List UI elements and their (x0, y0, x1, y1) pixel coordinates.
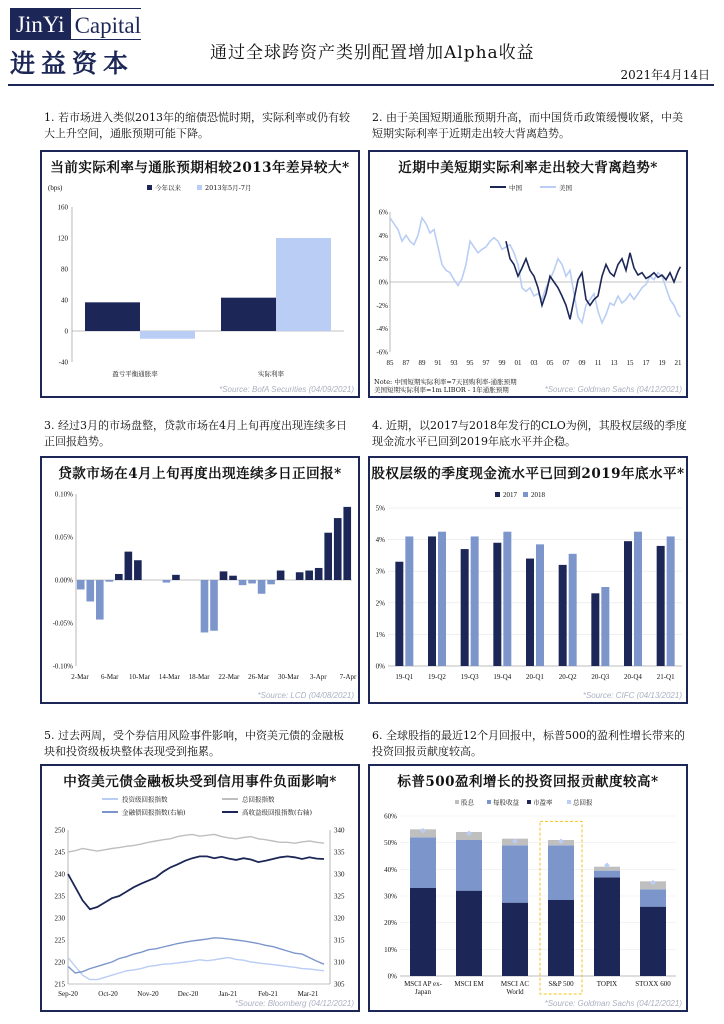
legend-swatch (567, 800, 571, 804)
legend-label: 金融债回报指数(右轴) (122, 808, 186, 817)
bar-2017 (624, 541, 632, 666)
bar-2017 (428, 536, 436, 666)
bar-2017 (493, 543, 501, 666)
y-tick-label: 2% (375, 599, 385, 608)
daily-return-bar (239, 580, 247, 585)
x-category-label: S&P 500 (548, 980, 574, 988)
chart-source: *Source: Goldman Sachs (04/12/2021) (544, 385, 682, 394)
legend-label: 股息 (461, 798, 474, 807)
y-tick-label: 4% (378, 231, 388, 240)
x-category-label: 20-Q2 (558, 673, 577, 681)
bar-2018 (536, 544, 544, 666)
caption-3: 3. 经过3月的市场盘整，贷款市场在4月上旬再度出现连续多日正回报趋势。 (44, 419, 347, 448)
stack-市盈率 (410, 888, 436, 976)
chart-2-svg (370, 152, 686, 396)
caption-6: 6. 全球股指的最近12个月回报中，标普500的盈利性增长带来的投资回报贡献度较高。 (372, 729, 685, 758)
bar-今年以来 (85, 302, 140, 331)
y-tick-label: 10% (384, 945, 397, 954)
series-line-美国 (390, 218, 680, 323)
x-tick-label: 30-Mar (277, 673, 299, 681)
legend-swatch (523, 492, 528, 497)
x-tick-label: Feb-21 (258, 990, 278, 998)
bar-2018 (438, 532, 446, 666)
y-tick-label: 30% (384, 892, 397, 901)
y-tick-label: -0.10% (52, 662, 73, 671)
chart-source: *Source: Bloomberg (04/12/2021) (234, 999, 354, 1008)
y-tick-label: 60% (384, 812, 397, 821)
daily-return-bar (248, 580, 256, 583)
x-tick-label: 15 (626, 359, 634, 367)
x-tick-label: 3-Apr (309, 673, 327, 681)
stack-每股收益 (410, 837, 436, 888)
daily-return-bar (277, 571, 285, 580)
legend-label: 总回报 (573, 798, 593, 807)
x-category-label: Japan (415, 988, 431, 996)
daily-return-bar (172, 575, 180, 580)
logo-english (10, 8, 141, 40)
stack-每股收益 (548, 845, 574, 900)
x-category-label: 20-Q3 (591, 673, 610, 681)
stack-市盈率 (502, 903, 528, 976)
y-right-tick-label: 330 (334, 870, 345, 879)
x-tick-label: Sep-20 (58, 990, 78, 998)
x-tick-label: 10-Mar (129, 673, 151, 681)
chart-panel-3 (40, 456, 360, 704)
x-tick-label: 97 (482, 359, 490, 367)
daily-return-bar (229, 576, 237, 580)
y-tick-label: 0 (64, 327, 68, 336)
x-tick-label: Nov-20 (137, 990, 159, 998)
chart-title: 中资美元债金融板块受到信用事件负面影响* (63, 774, 337, 790)
x-category-label: 19-Q3 (460, 673, 479, 681)
daily-return-bar (343, 507, 351, 580)
x-category-label: 20-Q1 (526, 673, 544, 681)
y-tick-label: 80 (61, 265, 68, 274)
bar-今年以来 (221, 298, 276, 331)
daily-return-bar (77, 580, 85, 589)
x-tick-label: 26-Mar (248, 673, 270, 681)
daily-return-bar (258, 580, 266, 594)
x-tick-label: 7-Apr (339, 673, 357, 681)
chart-panel-6 (368, 764, 688, 1012)
bar-2018 (667, 536, 675, 666)
y-right-tick-label: 335 (334, 848, 345, 857)
stack-每股收益 (640, 889, 666, 906)
x-category-label: 20-Q4 (624, 673, 642, 681)
y-tick-label: 0.00% (54, 576, 73, 585)
x-category-label: 盈亏平衡通胀率 (112, 370, 158, 378)
x-tick-label: 01 (514, 359, 522, 367)
x-tick-label: 18-Mar (188, 673, 210, 681)
bar-2018 (601, 587, 609, 666)
chart-1-svg (42, 152, 358, 396)
y-tick-label: -2% (376, 301, 388, 310)
logo-jinyi: JinYi (10, 8, 71, 40)
y-axis-unit: (bps) (48, 184, 63, 192)
daily-return-bar (305, 571, 313, 580)
daily-return-bar (334, 518, 342, 580)
daily-return-bar (324, 533, 332, 580)
document-date: 2021年4月14日 (620, 68, 710, 82)
y-left-tick-label: 250 (54, 826, 65, 835)
x-category-label: 19-Q1 (395, 673, 414, 681)
legend-label: 投资级回报指数 (122, 795, 168, 804)
bar-2018 (405, 536, 413, 666)
x-category-label: 21-Q1 (656, 673, 675, 681)
note-line-2: 美国短期实际利率=1m LIBOR - 1年通胀预期 (374, 386, 509, 394)
y-tick-label: 1% (375, 630, 385, 639)
stack-每股收益 (456, 840, 482, 891)
bar-2018 (471, 536, 479, 666)
stack-每股收益 (502, 845, 528, 902)
bar-2017 (559, 565, 567, 666)
y-left-tick-label: 235 (54, 892, 65, 901)
x-category-label: TOPIX (596, 980, 618, 988)
chart-note (374, 378, 517, 394)
x-tick-label: 85 (386, 359, 394, 367)
x-tick-label: 22-Mar (218, 673, 240, 681)
y-tick-label: 0% (387, 972, 397, 981)
series-line (68, 856, 324, 909)
daily-return-bar (163, 580, 171, 583)
chart-title: 贷款市场在4月上旬再度出现连续多日正回报* (58, 466, 342, 482)
legend-label: 美国 (559, 184, 572, 192)
legend-label: 总回报指数 (242, 795, 275, 804)
x-category-label: 19-Q4 (493, 673, 512, 681)
x-category-label: MSCI AC (500, 980, 530, 988)
y-tick-label: -6% (376, 348, 388, 357)
y-tick-label: 5% (375, 504, 385, 513)
y-tick-label: -0.05% (52, 619, 73, 628)
x-tick-label: 87 (402, 359, 410, 367)
x-tick-label: 13 (610, 359, 618, 367)
x-tick-label: 2-Mar (71, 673, 89, 681)
y-left-tick-label: 230 (54, 914, 65, 923)
bar-2017 (526, 559, 534, 666)
chart-6-svg (370, 766, 686, 1010)
stack-市盈率 (640, 907, 666, 976)
legend-label: 每股收益 (493, 798, 519, 807)
x-tick-label: 11 (594, 359, 602, 367)
y-right-tick-label: 320 (334, 914, 345, 923)
x-tick-label: Oct-20 (98, 990, 118, 998)
chart-panel-5 (40, 764, 360, 1012)
daily-return-bar (115, 574, 123, 580)
bar-2018 (634, 532, 642, 666)
bar-2017 (657, 546, 665, 666)
x-category-label: World (506, 988, 524, 996)
bar-2018 (569, 554, 577, 666)
y-left-tick-label: 245 (54, 848, 65, 857)
y-left-tick-label: 240 (54, 870, 65, 879)
y-tick-label: 50% (384, 839, 397, 848)
legend-swatch (197, 185, 202, 190)
daily-return-bar (296, 572, 304, 580)
caption-5: 5. 过去两周，受个券信用风险事件影响，中资美元债的金融板块和投资级板块整体表现受到拖累。 (44, 729, 344, 758)
daily-return-bar (210, 580, 218, 631)
legend-swatch (487, 800, 491, 804)
legend-label: 2018 (531, 491, 545, 499)
x-tick-label: 6-Mar (101, 673, 119, 681)
x-tick-label: 95 (466, 359, 474, 367)
document-title: 通过全球跨资产类别配置增加Alpha收益 (210, 43, 535, 63)
x-tick-label: 05 (546, 359, 554, 367)
x-tick-label: 99 (498, 359, 506, 367)
chart-source: *Source: CIFC (04/13/2021) (582, 691, 682, 700)
daily-return-bar (220, 571, 228, 580)
series-line (68, 958, 324, 980)
y-tick-label: 40 (61, 296, 68, 305)
y-tick-label: 120 (57, 234, 68, 243)
legend-swatch (147, 185, 152, 190)
y-right-tick-label: 325 (334, 892, 345, 901)
chart-panel-1 (40, 150, 360, 398)
series-line (68, 938, 324, 973)
y-tick-label: 3% (375, 567, 385, 576)
chart-title: 当前实际利率与通胀预期相较2013年差异较大* (50, 160, 350, 176)
x-category-label: MSCI EM (454, 980, 484, 988)
legend-swatch (455, 800, 459, 804)
y-tick-label: 0.10% (54, 490, 73, 499)
daily-return-bar (106, 580, 114, 582)
legend-swatch (527, 800, 531, 804)
x-tick-label: Mar-21 (297, 990, 319, 998)
y-tick-label: -40 (58, 358, 68, 367)
daily-return-bar (201, 580, 209, 632)
x-category-label: 实际利率 (258, 370, 284, 378)
y-tick-label: 2% (378, 255, 388, 264)
series-line (68, 834, 324, 852)
legend-label: 2017 (503, 491, 517, 499)
legend-label: 今年以来 (155, 184, 181, 192)
legend-label: 市盈率 (533, 798, 553, 807)
chart-panel-2 (368, 150, 688, 398)
chart-source: *Source: BofA Securities (04/09/2021) (219, 385, 354, 394)
stack-市盈率 (456, 891, 482, 976)
chart-source: *Source: Goldman Sachs (04/12/2021) (544, 999, 682, 1008)
caption-2: 2. 由于美国短期通胀预期升高，而中国货币政策缓慢收紧，中美短期实际利率于近期走出较大背离趋势。 (372, 111, 683, 140)
chart-source: *Source: LCD (04/08/2021) (257, 691, 354, 700)
daily-return-bar (267, 580, 275, 584)
x-tick-label: 07 (562, 359, 570, 367)
y-left-tick-label: 225 (54, 936, 65, 945)
y-tick-label: 40% (384, 865, 397, 874)
y-tick-label: 6% (378, 208, 388, 217)
y-tick-label: 20% (384, 919, 397, 928)
daily-return-bar (86, 580, 94, 602)
x-category-label: 19-Q2 (428, 673, 446, 681)
logo-capital: Capital (71, 8, 141, 40)
x-tick-label: 17 (642, 359, 650, 367)
x-tick-label: 89 (418, 359, 426, 367)
bar-2013年5月-7月 (276, 238, 331, 331)
caption-1: 1. 若市场进入类似2013年的缩债恐慌时期，实际利率或仍有较大上升空间，通胀预期可能下降。 (44, 111, 350, 140)
daily-return-bar (125, 552, 133, 580)
bar-2018 (503, 532, 511, 666)
y-tick-label: 0% (375, 662, 385, 671)
bar-2017 (395, 562, 403, 666)
y-right-tick-label: 310 (334, 958, 345, 967)
x-tick-label: 91 (434, 359, 442, 367)
x-tick-label: 14-Mar (158, 673, 180, 681)
daily-return-bar (134, 560, 142, 580)
x-tick-label: 93 (450, 359, 458, 367)
x-tick-label: Jan-21 (218, 990, 238, 998)
daily-return-bar (315, 568, 323, 580)
x-category-label: MSCI AP ex- (404, 980, 442, 988)
legend-swatch (495, 492, 500, 497)
x-tick-label: 19 (658, 359, 666, 367)
legend-label: 高收益级回报指数(右轴) (242, 808, 313, 817)
header-divider (8, 84, 714, 86)
legend-label: 中国 (509, 184, 522, 192)
stack-市盈率 (548, 900, 574, 976)
caption-4: 4. 近期，以2017与2018年发行的CLO为例，其股权层级的季度现金流水平已回到2019年底水平并企稳。 (372, 419, 687, 448)
y-right-tick-label: 340 (334, 826, 345, 835)
chart-title: 近期中美短期实际利率走出较大背离趋势* (398, 160, 658, 176)
y-right-tick-label: 315 (334, 936, 345, 945)
y-tick-label: -4% (376, 325, 388, 334)
bar-2017 (591, 593, 599, 666)
x-tick-label: 21 (674, 359, 682, 367)
stack-市盈率 (594, 877, 620, 976)
chart-5-svg (42, 766, 358, 1010)
y-tick-label: 0% (378, 278, 388, 287)
chart-panel-4 (368, 456, 688, 704)
chart-3-svg (42, 458, 358, 702)
y-right-tick-label: 305 (334, 980, 345, 989)
x-tick-label: 03 (530, 359, 538, 367)
bar-2013年5月-7月 (140, 331, 195, 339)
y-left-tick-label: 215 (54, 980, 65, 989)
chart-title: 股权层级的季度现金流水平已回到2019年底水平* (371, 466, 685, 482)
y-tick-label: 160 (57, 203, 68, 212)
daily-return-bar (96, 580, 104, 620)
x-tick-label: Dec-20 (177, 990, 199, 998)
x-category-label: STOXX 600 (635, 980, 671, 988)
x-tick-label: 09 (578, 359, 586, 367)
logo (10, 8, 160, 78)
chart-4-svg (370, 458, 686, 702)
bar-2017 (461, 549, 469, 666)
logo-chinese: 进益资本 (10, 49, 135, 78)
y-tick-label: 0.05% (54, 533, 73, 542)
legend-label: 2013年5月-7月 (205, 184, 252, 192)
chart-title: 标普500盈利增长的投资回报贡献度较高* (397, 774, 659, 790)
y-left-tick-label: 220 (54, 958, 65, 967)
y-tick-label: 4% (375, 536, 385, 545)
note-line-1: Note: 中国短期实际利率=7天回购利率-通胀预期 (374, 378, 517, 386)
stack-每股收益 (594, 871, 620, 878)
